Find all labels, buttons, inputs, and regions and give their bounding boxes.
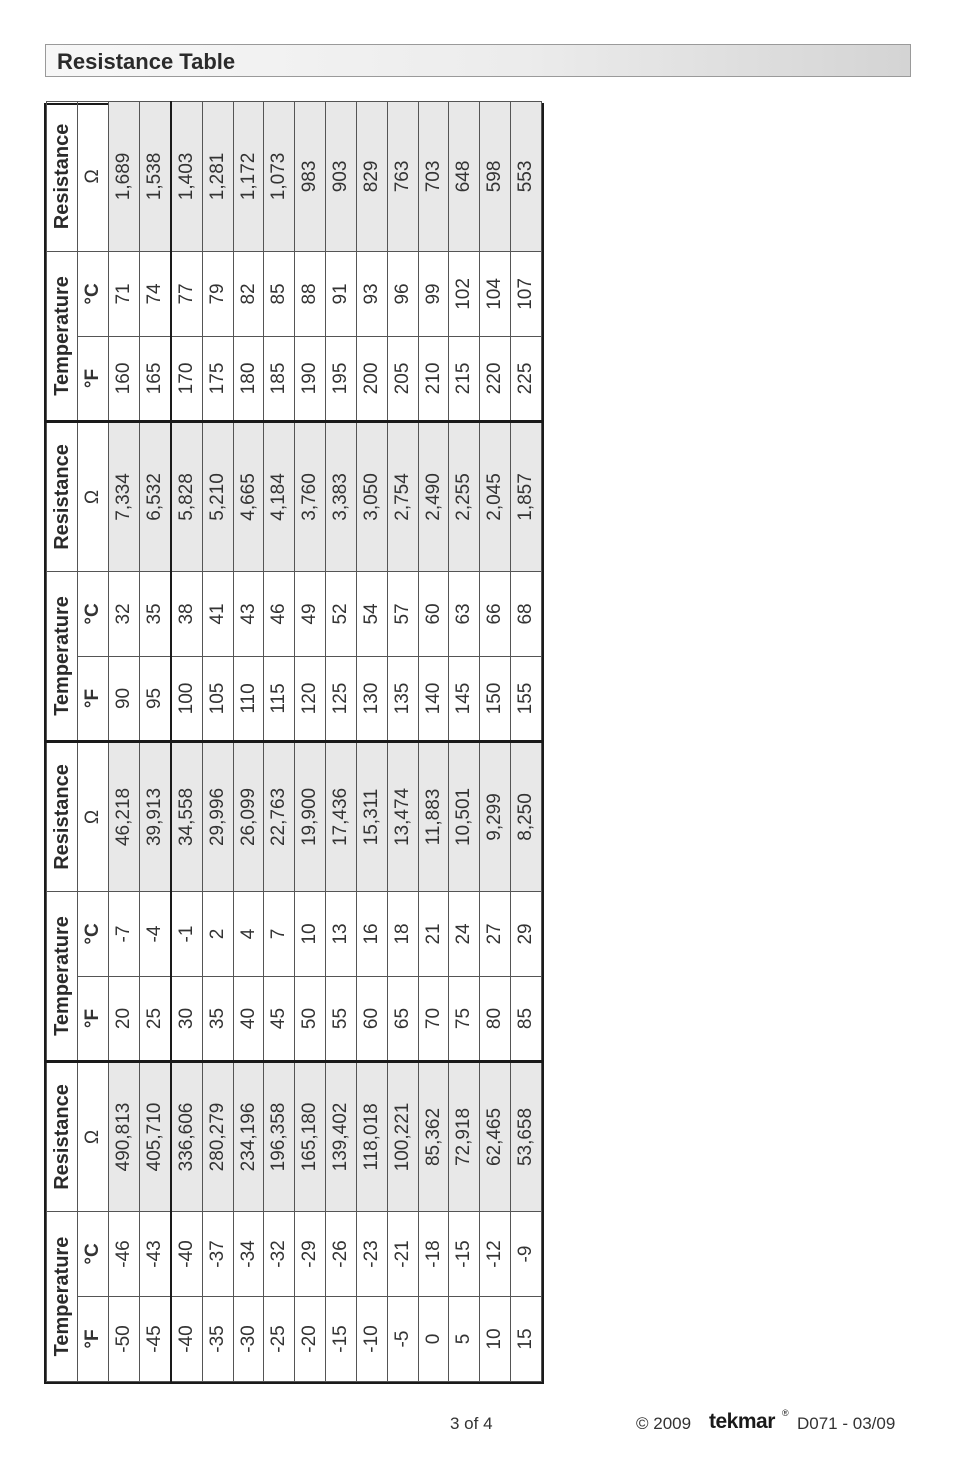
celsius-cell: 10	[295, 891, 326, 976]
table-row	[449, 101, 480, 1381]
fahrenheit-cell: 190	[295, 336, 326, 421]
fahrenheit-cell: 155	[511, 656, 542, 741]
temperature-header: Temperature	[47, 571, 78, 741]
section-title-bar	[45, 44, 911, 77]
table-row	[387, 101, 418, 1381]
fahrenheit-cell: 200	[356, 336, 387, 421]
fahrenheit-cell: 40	[233, 976, 264, 1061]
resistance-cell: 983	[295, 101, 326, 251]
brand-logo: tekmar	[709, 1410, 775, 1433]
fahrenheit-cell: 195	[326, 336, 357, 421]
resistance-cell: 11,883	[418, 741, 449, 891]
table-group-header-row	[47, 101, 78, 1381]
resistance-cell: 8,250	[511, 741, 542, 891]
celsius-cell: 52	[326, 571, 357, 656]
fahrenheit-cell: 30	[171, 976, 203, 1061]
resistance-cell: 3,050	[356, 421, 387, 571]
resistance-cell: 100,221	[387, 1061, 418, 1211]
celsius-cell: 43	[233, 571, 264, 656]
celsius-cell: -23	[356, 1211, 387, 1296]
fahrenheit-cell: 135	[387, 656, 418, 741]
fahrenheit-cell: 50	[295, 976, 326, 1061]
table-row	[356, 101, 387, 1381]
resistance-cell: 2,045	[480, 421, 511, 571]
table-row	[109, 101, 140, 1381]
resistance-cell: 29,996	[202, 741, 233, 891]
fahrenheit-cell: 10	[480, 1297, 511, 1382]
resistance-cell: 1,172	[233, 101, 264, 251]
fahrenheit-cell: -45	[139, 1297, 171, 1382]
table-row	[264, 101, 295, 1381]
document-code: D071 - 03/09	[797, 1414, 896, 1433]
fahrenheit-cell: 90	[109, 656, 140, 741]
resistance-cell: 5,210	[202, 421, 233, 571]
page-title: Resistance Table	[57, 49, 236, 74]
celsius-cell: 71	[109, 251, 140, 336]
celsius-cell: -29	[295, 1211, 326, 1296]
resistance-cell: 118,018	[356, 1061, 387, 1211]
resistance-cell: 3,760	[295, 421, 326, 571]
fahrenheit-cell: 210	[418, 336, 449, 421]
celsius-cell: -7	[109, 891, 140, 976]
celsius-cell: -40	[171, 1211, 203, 1296]
fahrenheit-unit-header: °F	[78, 656, 109, 741]
celsius-cell: 82	[233, 251, 264, 336]
celsius-cell: 16	[356, 891, 387, 976]
fahrenheit-cell: 215	[449, 336, 480, 421]
table-row	[418, 101, 449, 1381]
resistance-cell: 4,665	[233, 421, 264, 571]
ohm-unit-header: Ω	[78, 741, 109, 891]
celsius-cell: -43	[139, 1211, 171, 1296]
celsius-cell: 7	[264, 891, 295, 976]
celsius-cell: 35	[139, 571, 171, 656]
resistance-cell: 7,334	[109, 421, 140, 571]
resistance-cell: 139,402	[326, 1061, 357, 1211]
fahrenheit-cell: 100	[171, 656, 203, 741]
temperature-header: Temperature	[47, 891, 78, 1061]
ohm-unit-header: Ω	[78, 421, 109, 571]
resistance-cell: 336,606	[171, 1061, 203, 1211]
fahrenheit-cell: 20	[109, 976, 140, 1061]
celsius-cell: 85	[264, 251, 295, 336]
fahrenheit-cell: 115	[264, 656, 295, 741]
celsius-unit-header: °C	[78, 251, 109, 336]
fahrenheit-cell: -50	[109, 1297, 140, 1382]
celsius-cell: 54	[356, 571, 387, 656]
celsius-unit-header: °C	[78, 1211, 109, 1296]
celsius-cell: -12	[480, 1211, 511, 1296]
celsius-cell: 38	[171, 571, 203, 656]
fahrenheit-unit-header: °F	[78, 336, 109, 421]
fahrenheit-cell: 180	[233, 336, 264, 421]
resistance-cell: 2,754	[387, 421, 418, 571]
resistance-cell: 53,658	[511, 1061, 542, 1211]
table-unit-header-row	[78, 101, 109, 1381]
celsius-cell: -4	[139, 891, 171, 976]
resistance-cell: 85,362	[418, 1061, 449, 1211]
celsius-cell: -26	[326, 1211, 357, 1296]
resistance-cell: 196,358	[264, 1061, 295, 1211]
fahrenheit-cell: 5	[449, 1297, 480, 1382]
celsius-cell: 4	[233, 891, 264, 976]
celsius-unit-header: °C	[78, 891, 109, 976]
resistance-cell: 405,710	[139, 1061, 171, 1211]
resistance-cell: 62,465	[480, 1061, 511, 1211]
resistance-cell: 46,218	[109, 741, 140, 891]
fahrenheit-cell: 80	[480, 976, 511, 1061]
copyright: © 2009	[636, 1414, 692, 1433]
resistance-header: Resistance	[47, 741, 78, 891]
resistance-cell: 10,501	[449, 741, 480, 891]
fahrenheit-cell: 60	[356, 976, 387, 1061]
celsius-cell: 66	[480, 571, 511, 656]
fahrenheit-cell: 45	[264, 976, 295, 1061]
celsius-cell: 60	[418, 571, 449, 656]
fahrenheit-cell: -15	[326, 1297, 357, 1382]
fahrenheit-cell: 25	[139, 976, 171, 1061]
ohm-unit-header: Ω	[78, 101, 109, 251]
celsius-cell: 46	[264, 571, 295, 656]
celsius-cell: 99	[418, 251, 449, 336]
fahrenheit-cell: -30	[233, 1297, 264, 1382]
ohm-unit-header: Ω	[78, 1061, 109, 1211]
fahrenheit-cell: 160	[109, 336, 140, 421]
resistance-header: Resistance	[47, 101, 78, 251]
fahrenheit-cell: 125	[326, 656, 357, 741]
fahrenheit-cell: 225	[511, 336, 542, 421]
fahrenheit-cell: 0	[418, 1297, 449, 1382]
celsius-cell: -15	[449, 1211, 480, 1296]
table-row	[171, 101, 203, 1381]
table-row	[202, 101, 233, 1381]
fahrenheit-cell: -5	[387, 1297, 418, 1382]
resistance-cell: 165,180	[295, 1061, 326, 1211]
celsius-cell: 79	[202, 251, 233, 336]
resistance-cell: 553	[511, 101, 542, 251]
resistance-cell: 1,689	[109, 101, 140, 251]
celsius-cell: 68	[511, 571, 542, 656]
fahrenheit-cell: -35	[202, 1297, 233, 1382]
resistance-cell: 15,311	[356, 741, 387, 891]
resistance-cell: 1,403	[171, 101, 203, 251]
fahrenheit-cell: 150	[480, 656, 511, 741]
fahrenheit-cell: 75	[449, 976, 480, 1061]
resistance-cell: 6,532	[139, 421, 171, 571]
fahrenheit-cell: -20	[295, 1297, 326, 1382]
fahrenheit-cell: 110	[233, 656, 264, 741]
celsius-cell: 107	[511, 251, 542, 336]
resistance-cell: 2,490	[418, 421, 449, 571]
resistance-cell: 598	[480, 101, 511, 251]
resistance-table	[44, 103, 544, 1384]
fahrenheit-cell: 145	[449, 656, 480, 741]
fahrenheit-unit-header: °F	[78, 976, 109, 1061]
celsius-unit-header: °C	[78, 571, 109, 656]
celsius-cell: -21	[387, 1211, 418, 1296]
fahrenheit-cell: 105	[202, 656, 233, 741]
celsius-cell: 88	[295, 251, 326, 336]
celsius-cell: -37	[202, 1211, 233, 1296]
resistance-cell: 34,558	[171, 741, 203, 891]
resistance-cell: 17,436	[326, 741, 357, 891]
resistance-cell: 763	[387, 101, 418, 251]
resistance-cell: 2,255	[449, 421, 480, 571]
fahrenheit-cell: 120	[295, 656, 326, 741]
celsius-cell: 104	[480, 251, 511, 336]
celsius-cell: -1	[171, 891, 203, 976]
fahrenheit-cell: 85	[511, 976, 542, 1061]
resistance-cell: 903	[326, 101, 357, 251]
resistance-cell: 26,099	[233, 741, 264, 891]
celsius-cell: 102	[449, 251, 480, 336]
resistance-cell: 1,857	[511, 421, 542, 571]
fahrenheit-cell: 205	[387, 336, 418, 421]
resistance-cell: 9,299	[480, 741, 511, 891]
celsius-cell: 96	[387, 251, 418, 336]
celsius-cell: 21	[418, 891, 449, 976]
fahrenheit-cell: 220	[480, 336, 511, 421]
fahrenheit-cell: 175	[202, 336, 233, 421]
celsius-cell: 57	[387, 571, 418, 656]
celsius-cell: 29	[511, 891, 542, 976]
page-number: 3 of 4	[450, 1414, 493, 1433]
table-row	[139, 101, 171, 1381]
resistance-cell: 72,918	[449, 1061, 480, 1211]
resistance-cell: 280,279	[202, 1061, 233, 1211]
temperature-header: Temperature	[47, 251, 78, 421]
table-row	[295, 101, 326, 1381]
celsius-cell: -9	[511, 1211, 542, 1296]
resistance-cell: 490,813	[109, 1061, 140, 1211]
fahrenheit-cell: 165	[139, 336, 171, 421]
resistance-header: Resistance	[47, 1061, 78, 1211]
table-row	[233, 101, 264, 1381]
resistance-cell: 234,196	[233, 1061, 264, 1211]
resistance-cell: 19,900	[295, 741, 326, 891]
resistance-cell: 22,763	[264, 741, 295, 891]
temperature-header: Temperature	[47, 1211, 78, 1381]
celsius-cell: 93	[356, 251, 387, 336]
fahrenheit-cell: -40	[171, 1297, 203, 1382]
fahrenheit-cell: 35	[202, 976, 233, 1061]
resistance-cell: 1,073	[264, 101, 295, 251]
fahrenheit-cell: 130	[356, 656, 387, 741]
celsius-cell: 2	[202, 891, 233, 976]
table-row	[480, 101, 511, 1381]
celsius-cell: 63	[449, 571, 480, 656]
table-row	[511, 101, 542, 1381]
celsius-cell: 41	[202, 571, 233, 656]
fahrenheit-cell: 70	[418, 976, 449, 1061]
celsius-cell: -18	[418, 1211, 449, 1296]
resistance-cell: 3,383	[326, 421, 357, 571]
celsius-cell: 74	[139, 251, 171, 336]
resistance-cell: 1,281	[202, 101, 233, 251]
resistance-cell: 648	[449, 101, 480, 251]
celsius-cell: 32	[109, 571, 140, 656]
celsius-cell: 49	[295, 571, 326, 656]
fahrenheit-cell: 170	[171, 336, 203, 421]
celsius-cell: 24	[449, 891, 480, 976]
celsius-cell: -34	[233, 1211, 264, 1296]
fahrenheit-cell: 95	[139, 656, 171, 741]
celsius-cell: -46	[109, 1211, 140, 1296]
registered-mark: ®	[782, 1408, 789, 1418]
celsius-cell: 18	[387, 891, 418, 976]
resistance-header: Resistance	[47, 421, 78, 571]
resistance-cell: 5,828	[171, 421, 203, 571]
fahrenheit-cell: 65	[387, 976, 418, 1061]
celsius-cell: 91	[326, 251, 357, 336]
fahrenheit-cell: -10	[356, 1297, 387, 1382]
fahrenheit-cell: 15	[511, 1297, 542, 1382]
fahrenheit-cell: 185	[264, 336, 295, 421]
resistance-cell: 703	[418, 101, 449, 251]
fahrenheit-cell: 55	[326, 976, 357, 1061]
table-row	[326, 101, 357, 1381]
resistance-cell: 13,474	[387, 741, 418, 891]
resistance-cell: 829	[356, 101, 387, 251]
fahrenheit-cell: -25	[264, 1297, 295, 1382]
resistance-cell: 1,538	[139, 101, 171, 251]
celsius-cell: -32	[264, 1211, 295, 1296]
fahrenheit-cell: 140	[418, 656, 449, 741]
celsius-cell: 27	[480, 891, 511, 976]
celsius-cell: 77	[171, 251, 203, 336]
resistance-cell: 39,913	[139, 741, 171, 891]
resistance-cell: 4,184	[264, 421, 295, 571]
fahrenheit-unit-header: °F	[78, 1297, 109, 1382]
celsius-cell: 13	[326, 891, 357, 976]
